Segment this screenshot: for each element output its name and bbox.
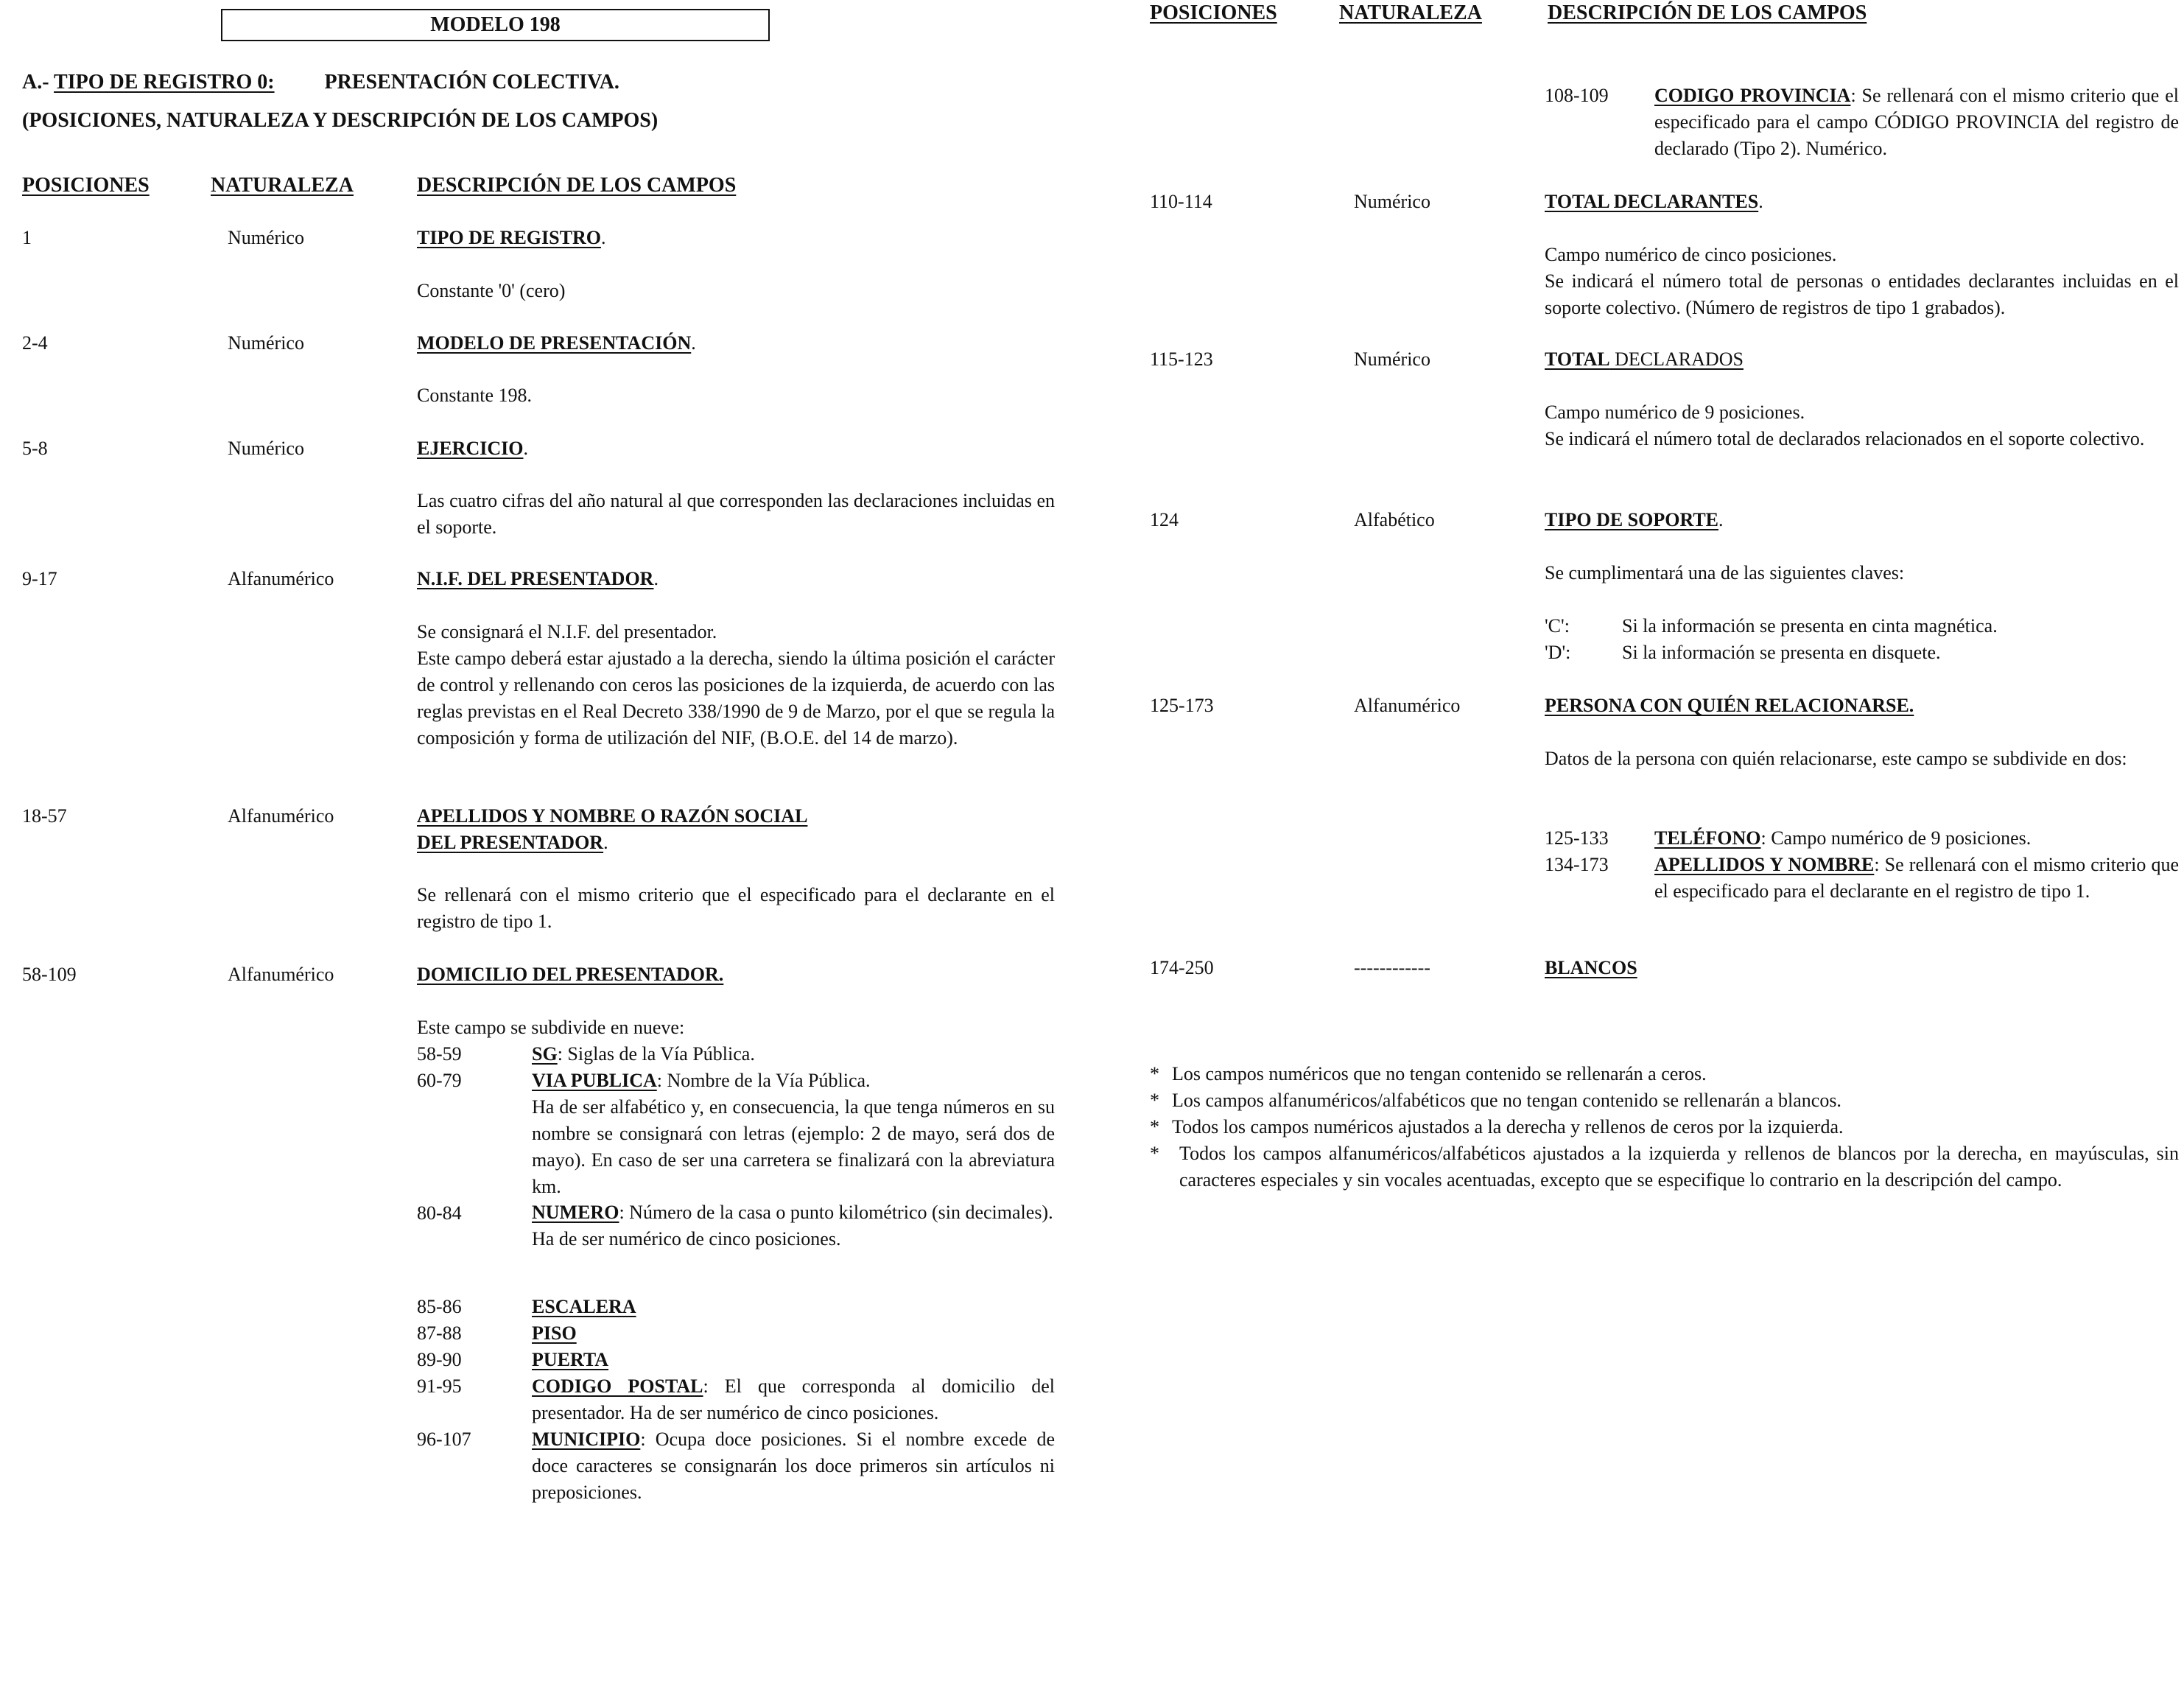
record-prefix: A.- [22,71,55,94]
subfield-code: 91-95 [417,1375,462,1397]
subfield-municipio: MUNICIPIO: Ocupa doce posiciones. Si el nombre excede de doce caracteres se consignarán los doce primeros sin artículos ni preposiciones. [532,1429,1055,1503]
row-desc-detail: Este campo deberá estar ajustado a la derecha, siendo la última posición el carácter de control y rellenando con ceros las posiciones de la izquierda, de acuerdo con las reglas previstas en el Real Decreto 338/1990 de 9 de Marzo, por el que se regula la composición y forma de utilización del NIF, (B.O.E. del 14 de marzo). [417,648,1055,749]
row-pos: 18-57 [22,805,67,827]
row-nat: ------------ [1354,957,1430,978]
row-title: APELLIDOS Y NOMBRE O RAZÓN SOCIAL [417,805,808,827]
key-code: 'C': [1545,615,1570,637]
row-pos: 1 [22,227,32,248]
row-nat: Alfanumérico [1354,695,1461,716]
row-pos: 58-109 [22,964,77,985]
row-nat: Alfanumérico [228,805,334,827]
subfield-detail: Ha de ser numérico de cinco posiciones. [532,1228,841,1249]
row-pos: 115-123 [1150,348,1213,370]
subfield-code: 85-86 [417,1296,462,1317]
row-title: TOTAL DECLARADOS [1545,348,1744,370]
subfield-label: PUERTA [532,1349,609,1370]
subfield-label: PISO [532,1322,577,1344]
row-nat: Alfanumérico [228,964,334,985]
subfield-code: 96-107 [417,1429,471,1450]
row-title: TIPO DE SOPORTE. [1545,509,1724,530]
subfield-telefono: TELÉFONO: Campo numérico de 9 posiciones. [1654,827,2032,849]
subfield-item: 58-59 SG: Siglas de la Vía Pública. [417,1043,755,1065]
row-nat: Numérico [228,227,304,248]
note-item: * Todos los campos numéricos ajustados a la derecha y rellenos de ceros por la izquierda. [1150,1116,1844,1138]
header-posiciones-right: POSICIONES [1150,1,1277,24]
row-nat: Alfanumérico [228,568,334,589]
row-desc: Datos de la persona con quién relacionarse, este campo se subdivide en dos: [1545,748,2127,769]
row-nat: Numérico [1354,191,1430,212]
row-pos: 110-114 [1150,191,1212,212]
key-code: 'D': [1545,642,1571,663]
row-title: BLANCOS [1545,957,1637,978]
row-title: N.I.F. DEL PRESENTADOR. [417,568,659,589]
row-title: TOTAL DECLARANTES. [1545,191,1763,212]
row-desc-detail: Se indicará el número total de declarados relacionados en el soporte colectivo. [1545,428,2145,449]
subfield-code: 125-133 [1545,827,1609,849]
row-pos: 2-4 [22,332,48,354]
header-posiciones-left: POSICIONES [22,174,150,197]
header-naturaleza-left: NATURALEZA [211,174,354,197]
row-desc-detail: Se indicará el número total de personas o entidades declarantes incluidas en el soporte colectivo. (Número de registros de tipo 1 grabados). [1545,270,2179,318]
record-type-line [22,69,619,96]
row-nat: Numérico [228,438,304,459]
key-value: Si la información se presenta en disquete. [1622,642,1941,663]
row-pos: 5-8 [22,438,48,459]
row-pos: 9-17 [22,568,57,589]
record-type-label: TIPO DE REGISTRO 0: [54,71,275,94]
row-desc: Campo numérico de 9 posiciones. [1545,402,1805,423]
row-desc: Las cuatro cifras del año natural al que corresponden las declaraciones incluidas en el soporte. [417,490,1055,538]
subfield-apellidos: APELLIDOS Y NOMBRE: Se rellenará con el mismo criterio que el especificado para el declarante en el registro de tipo 1. [1654,854,2179,902]
note-item: * Los campos alfanuméricos/alfabéticos que no tengan contenido se rellenarán a blancos. [1150,1090,1841,1111]
row-nat: Numérico [228,332,304,354]
subfield-detail: Ha de ser alfabético y, en consecuencia, la que tenga números en su nombre se consignará con letras (ejemplo: 2 de mayo, será dos de mayo). En caso de ser una carretera se finalizará con la abreviatura km. [532,1096,1055,1197]
subfield-code: 89-90 [417,1349,462,1370]
row-desc: Se rellenará con el mismo criterio que el especificado para el declarante en el registro de tipo 1. [417,884,1055,932]
subfield-code: 108-109 [1545,85,1609,106]
row-desc: Se cumplimentará una de las siguientes claves: [1545,562,1905,583]
row-desc: Constante '0' (cero) [417,280,566,301]
row-desc: Se consignará el N.I.F. del presentador. [417,621,717,642]
subfield-label: ESCALERA [532,1296,636,1317]
row-desc: Este campo se subdivide en nueve: [417,1017,685,1038]
subfield-item: 60-79 VIA PUBLICA: Nombre de la Vía Pública. [417,1070,871,1091]
header-naturaleza-right: NATURALEZA [1339,1,1482,24]
section-subtitle: (POSICIONES, NATURALEZA Y DESCRIPCIÓN DE LOS CAMPOS) [22,109,659,132]
row-title: MODELO DE PRESENTACIÓN. [417,332,696,354]
subfield-codigo-provincia: CODIGO PROVINCIA: Se rellenará con el mismo criterio que el especificado para el campo CÓDIGO PROVINCIA del registro de declarado (Tipo 2). Numérico. [1654,85,2179,159]
header-descripcion-right: DESCRIPCIÓN DE LOS CAMPOS [1548,1,1867,24]
row-nat: Numérico [1354,348,1430,370]
row-pos: 174-250 [1150,957,1214,978]
subfield-item: 80-84 [417,1202,462,1224]
row-desc: Campo numérico de cinco posiciones. [1545,244,1837,265]
row-title: TIPO DE REGISTRO. [417,227,606,248]
row-title: DOMICILIO DEL PRESENTADOR. [417,964,724,985]
model-title-box: MODELO 198 [221,9,770,41]
subfield-numero: NUMERO: Número de la casa o punto kilométrico (sin decimales). Ha de ser numérico de cinco posiciones. [532,1199,1055,1252]
subfield-code: 87-88 [417,1322,462,1344]
subfield-codigo-postal: CODIGO POSTAL: El que corresponda al domicilio del presentador. Ha de ser numérico de cinco posiciones. [532,1375,1056,1423]
record-type-value: PRESENTACIÓN COLECTIVA. [324,71,619,94]
row-title-cont: DEL PRESENTADOR. [417,832,608,853]
row-title: EJERCICIO. [417,438,528,459]
subfield-code: 134-173 [1545,854,1609,875]
row-nat: Alfabético [1354,509,1435,530]
key-value: Si la información se presenta en cinta magnética. [1622,615,1998,637]
row-title: PERSONA CON QUIÉN RELACIONARSE. [1545,695,1914,716]
note-item: * Todos los campos alfanuméricos/alfabéticos ajustados a la izquierda y rellenos de blancos por la derecha, en mayúsculas, sin caracteres especiales y sin vocales acentuadas, excepto que se especifique lo contrario en la descripción del campo. [1150,1143,2179,1191]
row-pos: 124 [1150,509,1179,530]
row-pos: 125-173 [1150,695,1214,716]
notes-list [1150,1061,2179,1193]
header-descripcion-left: DESCRIPCIÓN DE LOS CAMPOS [417,174,737,197]
note-item: * Los campos numéricos que no tengan contenido se rellenarán a ceros. [1150,1063,1707,1084]
row-desc: Constante 198. [417,385,532,406]
